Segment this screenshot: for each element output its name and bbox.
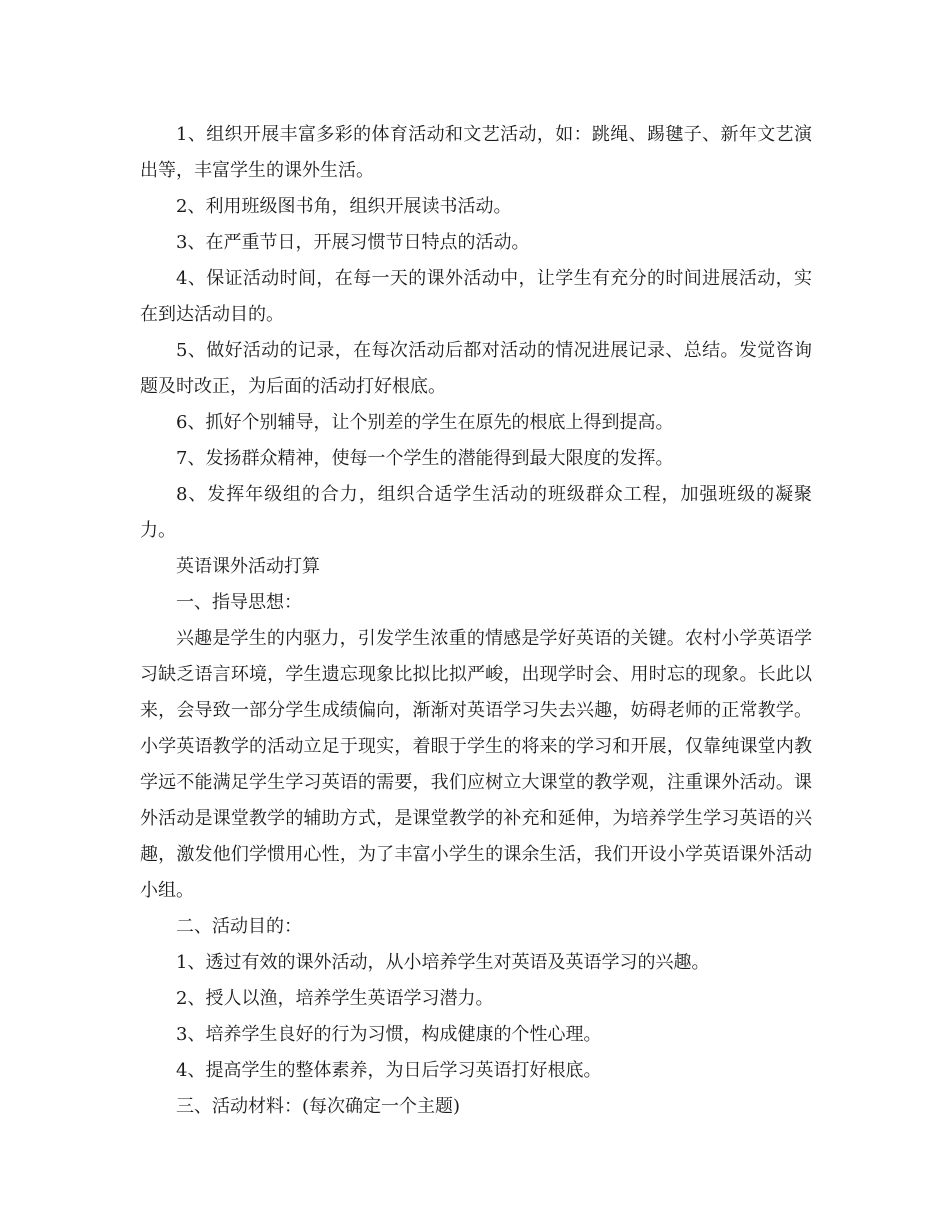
paragraph-item-3: 3、在严重节日，开展习惯节日特点的活动。 <box>176 232 530 253</box>
heading-guiding-thought: 一、指导思想： <box>176 592 302 613</box>
paragraph-guiding-thought: 兴趣是学生的内驱力，引发学生浓重的情感是学好英语的关键。农村小学英语学习缺乏语言环境，学生遗忘现象比拟比拟严峻，出现学时会、用时忘的现象。长此以来，会导致一部分学生成绩偏向，渐渐对英语学习失去兴趣，妨碍老师的正常教学。小学英语教学的活动立足于现实，着眼于学生的将来的学习和开展，仅靠纯课堂内教学远不能满足学生学习英语的需要，我们应树立大课堂的教学观，注重课外活动。课外活动是课堂教学的辅助方式，是课堂教学的补充和延伸，为培养学生学习英语的兴趣，激发他们学惯用心性，为了丰富小学生的课余生活，我们开设小学英语课外活动小组。 <box>140 628 812 901</box>
paragraph-item-5: 5、做好活动的记录，在每次活动后都对活动的情况进展记录、总结。发觉咨询题及时改正，为后面的活动打好根底。 <box>140 340 812 397</box>
goal-item-1: 1、透过有效的课外活动，从小培养学生对英语及英语学习的兴趣。 <box>176 952 710 973</box>
heading-activity-goals: 二、活动目的： <box>176 916 302 937</box>
paragraph-item-8: 8、发挥年级组的合力，组织合适学生活动的班级群众工程，加强班级的凝聚力。 <box>140 484 812 541</box>
paragraph-item-2: 2、利用班级图书角，组织开展读书活动。 <box>176 196 512 217</box>
heading-activity-materials: 三、活动材料：(每次确定一个主题) <box>176 1096 461 1117</box>
paragraph-item-7: 7、发扬群众精神，使每一个学生的潜能得到最大限度的发挥。 <box>176 448 674 469</box>
document-body <box>140 117 812 1125</box>
goal-item-3: 3、培养学生良好的行为习惯，构成健康的个性心理。 <box>176 1024 602 1045</box>
paragraph-item-4: 4、保证活动时间，在每一天的课外活动中，让学生有充分的时间进展活动，实在到达活动目的。 <box>140 268 812 325</box>
paragraph-item-6: 6、抓好个别辅导，让个别差的学生在原先的根底上得到提高。 <box>176 412 674 433</box>
goal-item-2: 2、授人以渔，培养学生英语学习潜力。 <box>176 988 494 1009</box>
section-title: 英语课外活动打算 <box>176 556 320 577</box>
paragraph-item-1: 1、组织开展丰富多彩的体育活动和文艺活动，如：跳绳、踢毽子、新年文艺演出等，丰富学生的课外生活。 <box>140 124 812 181</box>
goal-item-4: 4、提高学生的整体素养，为日后学习英语打好根底。 <box>176 1060 602 1081</box>
